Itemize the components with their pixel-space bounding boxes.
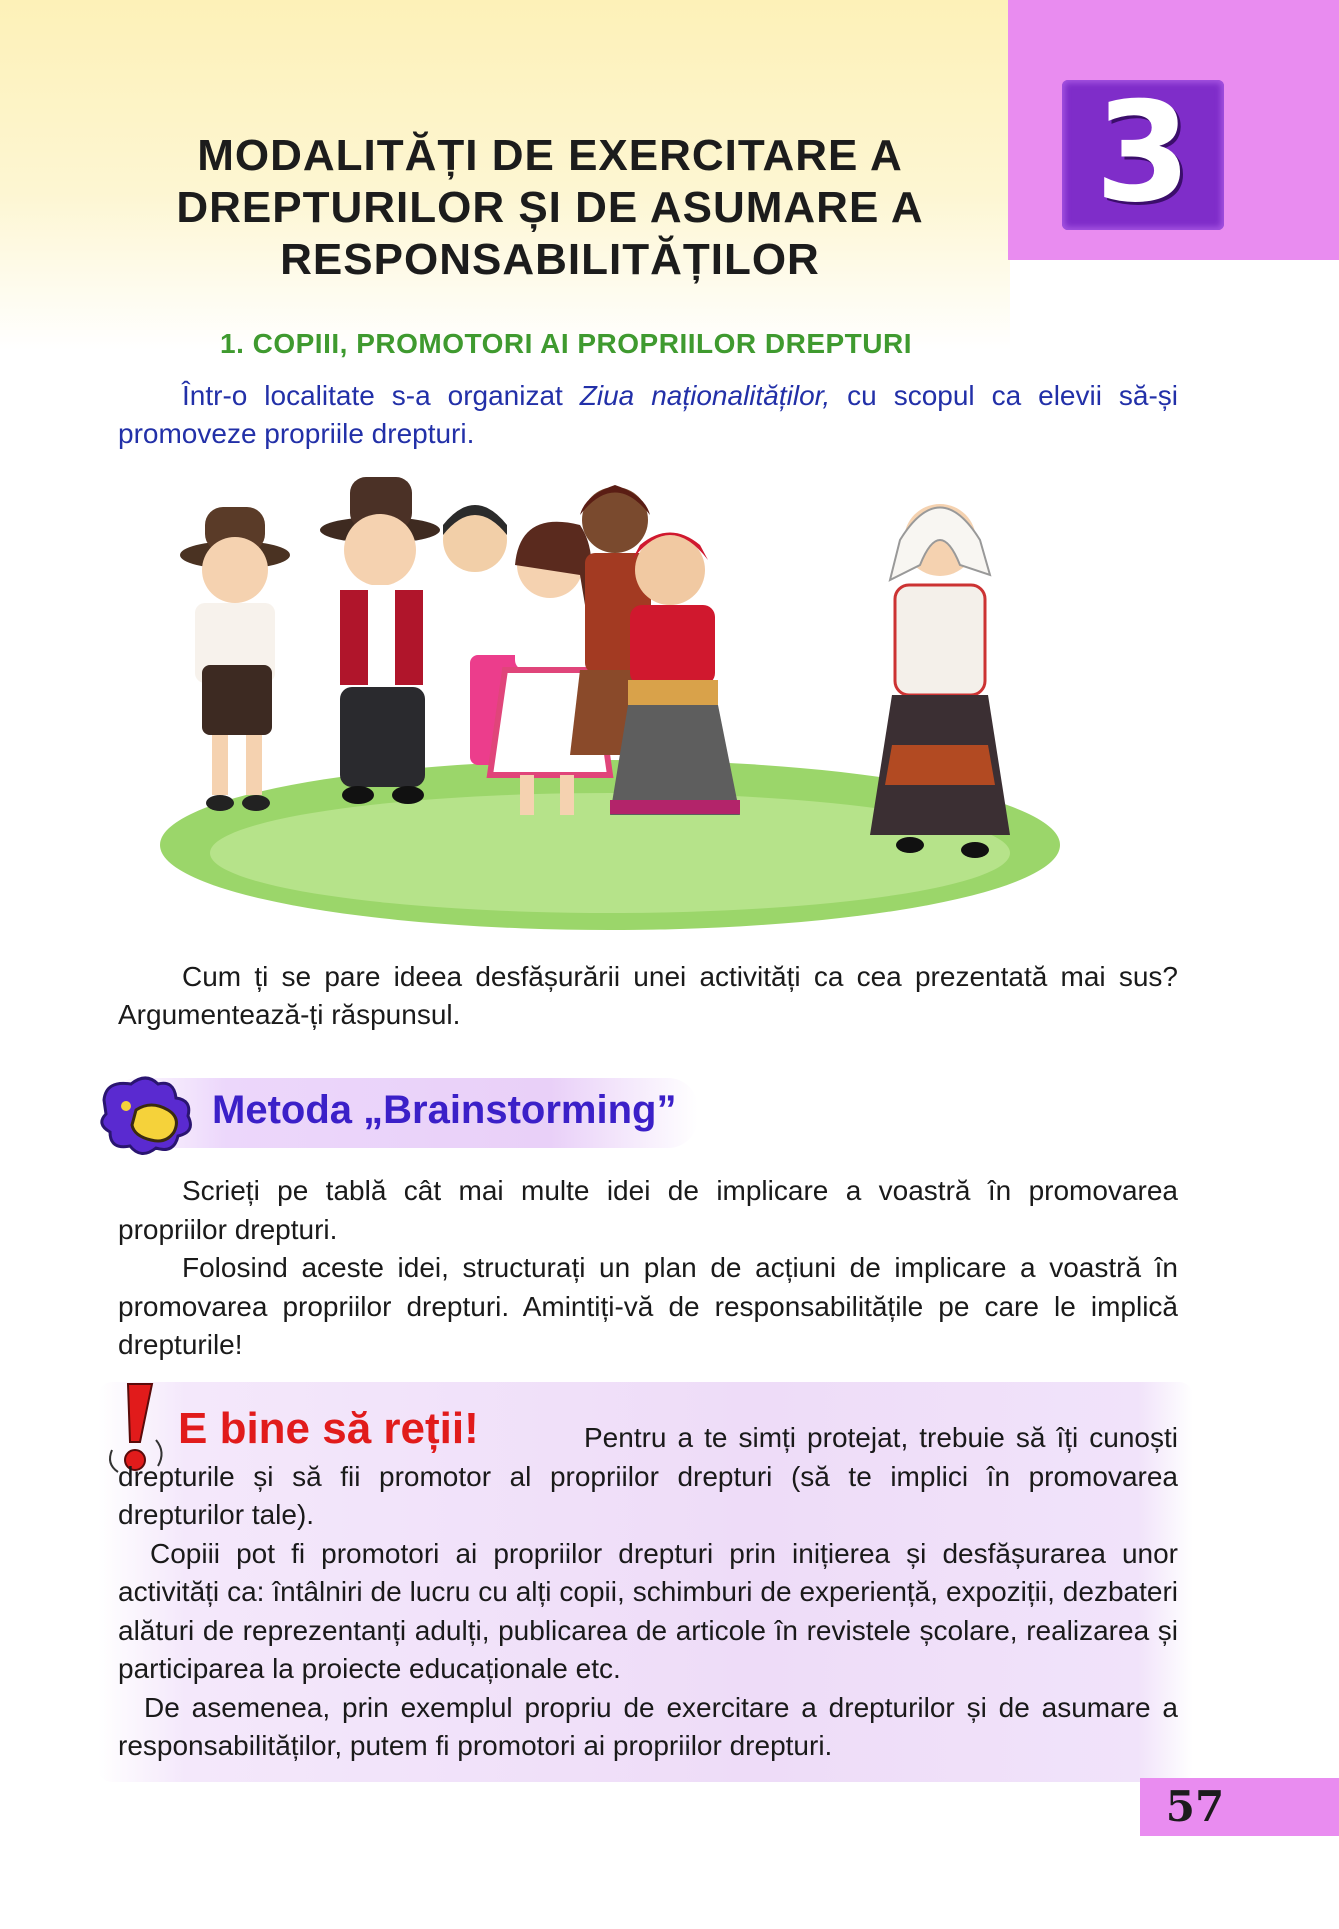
- child-figure: [180, 507, 290, 811]
- method-paragraph-text: Scrieți pe tablă cât mai multe idei de implicare a voastră în promovarea propriilor drepturi.: [118, 1175, 1178, 1245]
- note-title: E bine să reții!: [178, 1404, 479, 1453]
- method-paragraph: [118, 1172, 1178, 1249]
- chapter-title-line: MODALITĂȚI DE EXERCITARE A: [197, 131, 903, 180]
- page-number: 57: [1165, 1782, 1225, 1831]
- intro-text: cu scopul ca elevii să-și promoveze propriile drepturi.: [118, 380, 1179, 449]
- question-paragraph: [118, 958, 1178, 1034]
- chapter-title-line: DREPTURILOR ȘI DE ASUMARE A: [176, 183, 924, 232]
- children-illustration: [140, 455, 1080, 945]
- section-heading: 1. COPIII, PROMOTORI AI PROPRIILOR DREPTURI: [220, 328, 913, 359]
- puzzle-icon: [96, 1070, 206, 1160]
- note-paragraph: [118, 1689, 1178, 1766]
- note-paragraph-text: De asemenea, prin exemplul propriu de exercitare a drepturilor și de asumare a responsabilităților, putem fi promotori ai propriilor drepturi.: [118, 1691, 1178, 1761]
- note-paragraph: [118, 1535, 1178, 1689]
- chapter-title: [110, 130, 990, 286]
- intro-italic: Ziua naționalităților,: [579, 380, 831, 411]
- child-figure: [870, 504, 1010, 858]
- note-paragraph-text: Pentru a te simți protejat, trebuie să îți cunoști drepturile și să fii promotor al propriilor drepturi (să te implici în promovarea drepturilor tale).: [118, 1422, 1178, 1530]
- method-text: [118, 1172, 1178, 1365]
- method-paragraph: [118, 1249, 1178, 1365]
- method-title: Metoda „Brainstorming”: [212, 1088, 677, 1132]
- child-figure: [320, 477, 440, 804]
- note-paragraph: [118, 1419, 1178, 1535]
- chapter-number: 3: [1094, 72, 1192, 233]
- note-text: [118, 1419, 1178, 1766]
- method-paragraph-text: Folosind aceste idei, structurați un plan de acțiuni de implicare a voastră în promovarea propriilor drepturi. Amintiți-vă de responsabilitățile pe care le implică drepturile!: [118, 1252, 1178, 1360]
- chapter-title-line: RESPONSABILITĂȚILOR: [280, 235, 820, 284]
- question-text: Cum ți se pare ideea desfășurării unei activități ca cea prezentată mai sus? Argumentează-ți răspunsul.: [118, 961, 1178, 1030]
- note-paragraph-text: Copiii pot fi promotori ai propriilor drepturi prin inițierea și desfășurarea unor activități ca: întâlniri de lucru cu alți copii, schimburi de experiență, expoziții, dezbateri alături de reprezentanți adulți, publicarea de articole în revistele școlare, realizarea și participarea la proiecte educaționale etc.: [118, 1537, 1178, 1684]
- intro-paragraph: [118, 377, 1178, 453]
- intro-text: Într-o localitate s-a organizat: [182, 380, 580, 411]
